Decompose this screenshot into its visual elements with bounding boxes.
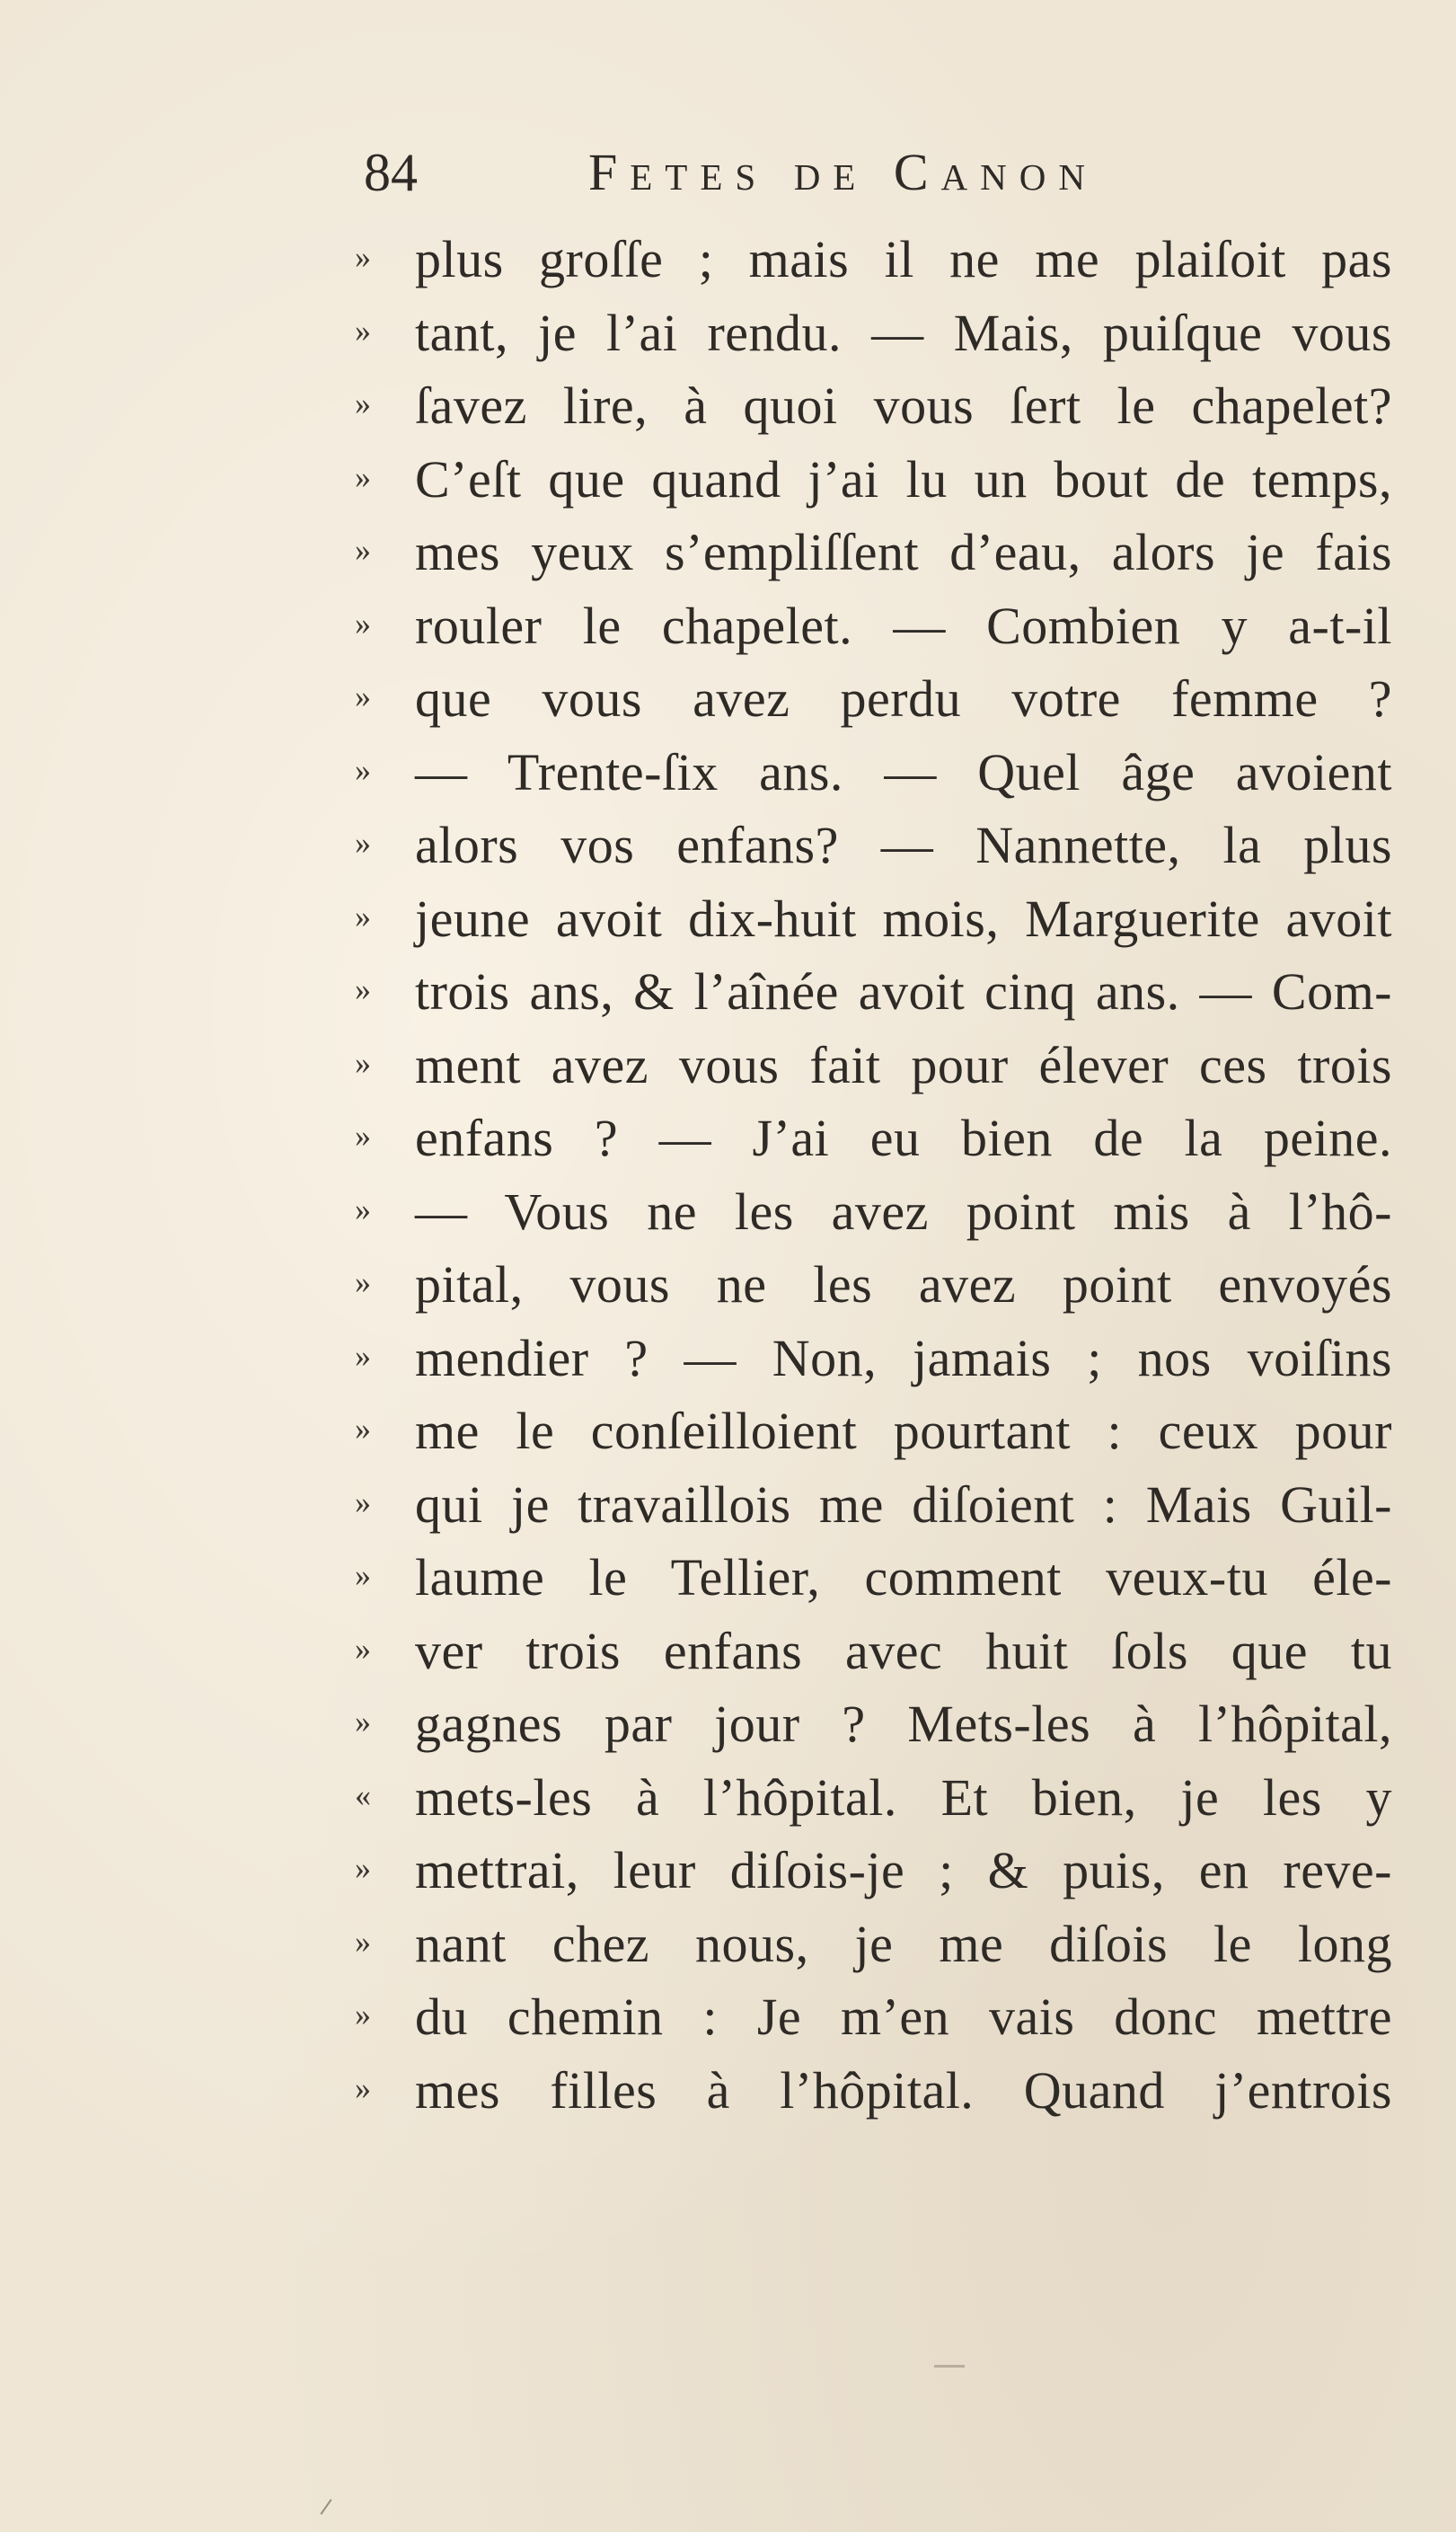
line-text: trois ans, & l’aînée avoit cinq ans. — Com- — [415, 962, 1392, 1021]
text-line — [0, 1102, 1456, 1175]
quotation-mark: » — [355, 1557, 371, 1593]
quotation-mark: » — [355, 1191, 371, 1227]
page-number: 84 — [364, 143, 418, 202]
quotation-mark: » — [355, 678, 371, 714]
paper-stray-mark — [320, 2499, 331, 2515]
line-text: enfans ? — J’ai eu bien de la peine. — [415, 1109, 1392, 1167]
quotation-mark: » — [355, 1337, 371, 1374]
line-text: mettrai, leur diſois-je ; & puis, en reve- — [415, 1841, 1392, 1899]
quotation-mark: » — [355, 1044, 371, 1081]
line-text: me le conſeilloient pourtant : ceux pour — [415, 1402, 1392, 1460]
quotation-mark: » — [355, 971, 371, 1007]
text-line — [0, 516, 1456, 589]
line-text: alors vos enfans? — Nannette, la plus — [415, 816, 1392, 874]
text-line — [0, 1541, 1456, 1615]
paper-blemish — [934, 2365, 965, 2368]
line-text: pital, vous ne les avez point envoyés — [415, 1255, 1392, 1314]
quotation-mark: « — [355, 1776, 371, 1813]
line-text: C’eſt que quand j’ai lu un bout de temps, — [415, 449, 1392, 509]
line-text: ver trois enfans avec huit ſols que tu — [415, 1621, 1392, 1680]
quotation-mark: » — [355, 532, 371, 568]
quotation-mark: » — [355, 1630, 371, 1667]
text-line — [0, 662, 1456, 736]
quotation-mark: » — [355, 385, 371, 421]
text-line — [0, 1468, 1456, 1542]
text-line — [0, 443, 1456, 517]
line-text: jeune avoit dix-huit mois, Marguerite avoit — [415, 889, 1392, 948]
quotation-mark: » — [355, 898, 371, 934]
text-line — [0, 955, 1456, 1029]
line-text: ſavez lire, à quoi vous ſert le chapelet? — [415, 376, 1392, 435]
text-line — [0, 1394, 1456, 1468]
quotation-mark: » — [355, 1704, 371, 1740]
quotation-mark: » — [355, 1118, 371, 1154]
page-header — [0, 137, 1456, 208]
quotation-mark: » — [355, 1411, 371, 1447]
running-title: Fetes de Canon — [588, 143, 1098, 201]
text-line — [0, 1834, 1456, 1908]
line-text: — Trente-ſix ans. — Quel âge avoient — [415, 742, 1392, 801]
line-text: plus groſſe ; mais il ne me plaiſoit pas — [415, 230, 1392, 288]
text-line — [0, 736, 1456, 810]
quotation-mark: » — [355, 239, 371, 275]
text-line — [0, 882, 1456, 956]
text-line — [0, 1248, 1456, 1322]
line-text: laume le Tellier, comment veux-tu éle- — [415, 1548, 1392, 1607]
line-text: mendier ? — Non, jamais ; nos voiſins — [415, 1328, 1392, 1387]
line-text: du chemin : Je m’en vais donc mettre — [415, 1988, 1392, 2046]
line-text: rouler le chapelet. — Combien y a-t-il — [415, 596, 1392, 655]
quotation-mark: » — [355, 458, 371, 495]
quotation-mark: » — [355, 605, 371, 642]
text-line — [0, 1761, 1456, 1835]
line-text: nant chez nous, je me diſois le long — [415, 1914, 1392, 1973]
body-text — [0, 223, 1456, 2127]
line-text: mes yeux s’empliſſent d’eau, alors je fais — [415, 523, 1392, 581]
text-line — [0, 1175, 1456, 1249]
text-line — [0, 809, 1456, 882]
quotation-mark: » — [355, 825, 371, 861]
text-line — [0, 223, 1456, 297]
line-text: qui je travaillois me diſoient : Mais Guil- — [415, 1474, 1392, 1534]
text-line — [0, 369, 1456, 443]
line-text: que vous avez perdu votre femme ? — [415, 669, 1392, 728]
text-line — [0, 2054, 1456, 2128]
quotation-mark: » — [355, 312, 371, 349]
quotation-mark: » — [355, 751, 371, 788]
text-line — [0, 1029, 1456, 1102]
quotation-mark: » — [355, 1483, 371, 1520]
quotation-mark: » — [355, 1996, 371, 2032]
line-text: ment avez vous fait pour élever ces trois — [415, 1035, 1392, 1094]
text-line — [0, 1687, 1456, 1761]
line-text: gagnes par jour ? Mets-les à l’hôpital, — [415, 1695, 1392, 1753]
quotation-mark: » — [355, 1923, 371, 1960]
quotation-mark: » — [355, 2069, 371, 2106]
line-text: mes filles à l’hôpital. Quand j’entrois — [415, 2060, 1392, 2120]
text-line — [0, 1615, 1456, 1688]
quotation-mark: » — [355, 1850, 371, 1886]
text-line — [0, 589, 1456, 663]
line-text: mets-les à l’hôpital. Et bien, je les y — [415, 1767, 1392, 1827]
text-line — [0, 1322, 1456, 1395]
text-line — [0, 1908, 1456, 1981]
text-line — [0, 297, 1456, 370]
text-line — [0, 1980, 1456, 2054]
line-text: — Vous ne les avez point mis à l’hô- — [415, 1182, 1392, 1241]
quotation-mark: » — [355, 1264, 371, 1300]
line-text: tant, je l’ai rendu. — Mais, puiſque vous — [415, 303, 1392, 362]
